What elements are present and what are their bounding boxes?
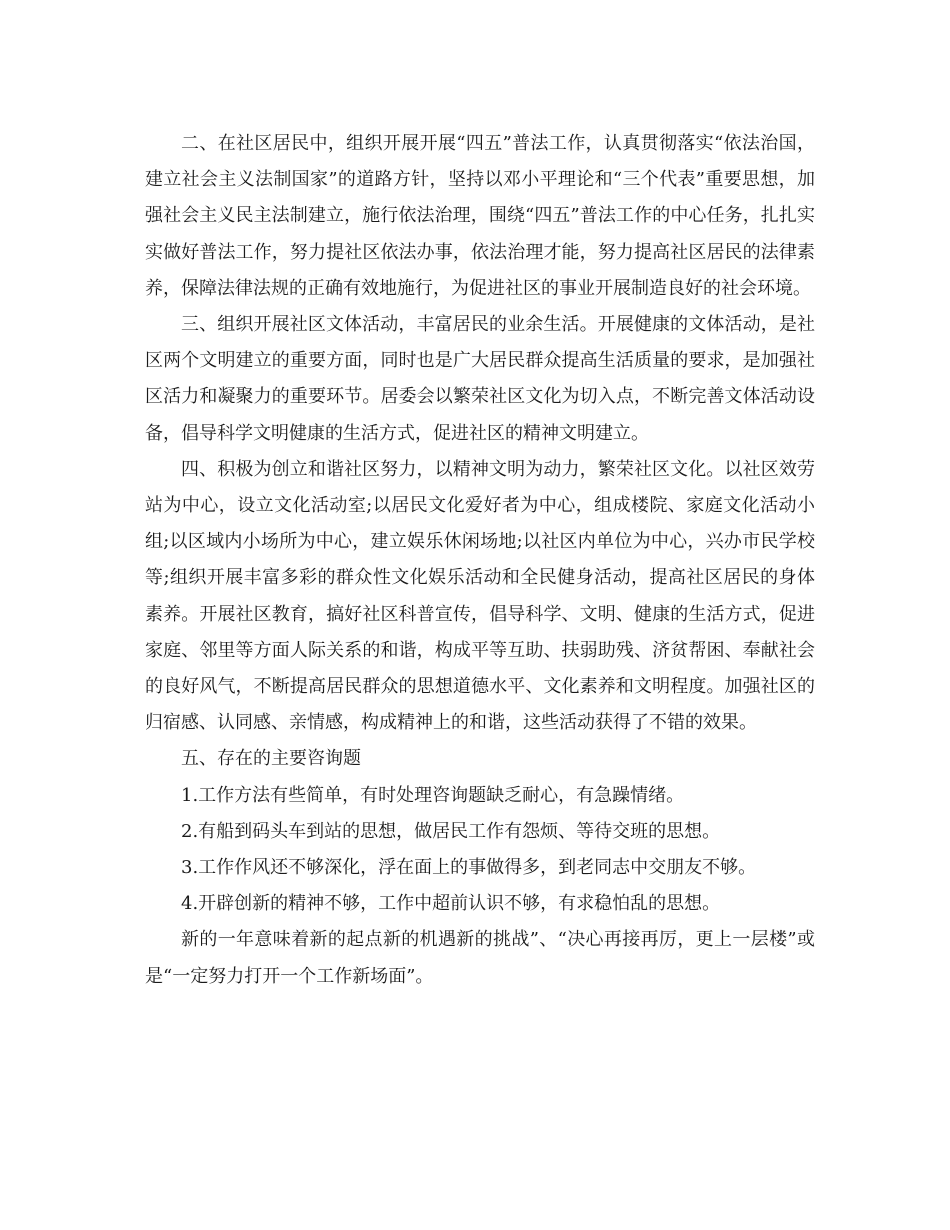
document-body <box>145 126 815 995</box>
paragraph-section-two: 二、在社区居民中，组织开展开展“四五”普法工作，认真贯彻落实“依法治国，建立社会主义法制国家”的道路方针，坚持以邓小平理论和“三个代表”重要思想，加强社会主义民主法制建立，施行依法治理，围绕“四五”普法工作的中心任务，扎扎实实做好普法工作，努力提社区依法办事，依法治理才能，努力提高社区居民的法律素养，保障法律法规的正确有效地施行，为促进社区的事业开展制造良好的社会环境。 <box>145 133 815 299</box>
list-item-2: 2.有船到码头车到站的思想，做居民工作有怨烦、等待交班的思想。 <box>181 820 721 842</box>
paragraph-section-four: 四、积极为创立和谐社区努力，以精神文明为动力，繁荣社区文化。以社区效劳站为中心，设立文化活动室;以居民文化爱好者为中心，组成楼院、家庭文化活动小组;以区域内小场所为中心，建立娱乐休闲场地;以社区内单位为中心，兴办市民学校等;组织开展丰富多彩的群众性文化娱乐活动和全民健身活动，提高社区居民的身体素养。开展社区教育，搞好社区科普宣传，倡导科学、文明、健康的生活方式，促进家庭、邻里等方面人际关系的和谐，构成平等互助、扶弱助残、济贫帮困、奉献社会的良好风气，不断提高居民群众的思想道德水平、文化素养和文明程度。加强社区的归宿感、认同感、亲情感，构成精神上的和谐，这些活动获得了不错的效果。 <box>145 458 815 734</box>
list-item-1: 1.工作方法有些简单，有时处理咨询题缺乏耐心，有急躁情绪。 <box>181 784 685 806</box>
list-item-4: 4.开辟创新的精神不够，工作中超前认识不够，有求稳怕乱的思想。 <box>181 893 721 915</box>
list-item-3: 3.工作作风还不够深化，浮在面上的事做得多，到老同志中交朋友不够。 <box>181 857 757 879</box>
paragraph-section-three: 三、组织开展社区文体活动，丰富居民的业余生活。开展健康的文体活动，是社区两个文明建立的重要方面，同时也是广大居民群众提高生活质量的要求，是加强社区活力和凝聚力的重要环节。居委会以繁荣社区文化为切入点，不断完善文体活动设备，倡导科学文明健康的生活方式，促进社区的精神文明建立。 <box>145 314 815 444</box>
closing-paragraph: 新的一年意味着新的起点新的机遇新的挑战”、“决心再接再厉，更上一层楼”或是“一定努力打开一个工作新场面”。 <box>145 929 815 987</box>
heading-section-five: 五、存在的主要咨询题 <box>181 748 361 770</box>
